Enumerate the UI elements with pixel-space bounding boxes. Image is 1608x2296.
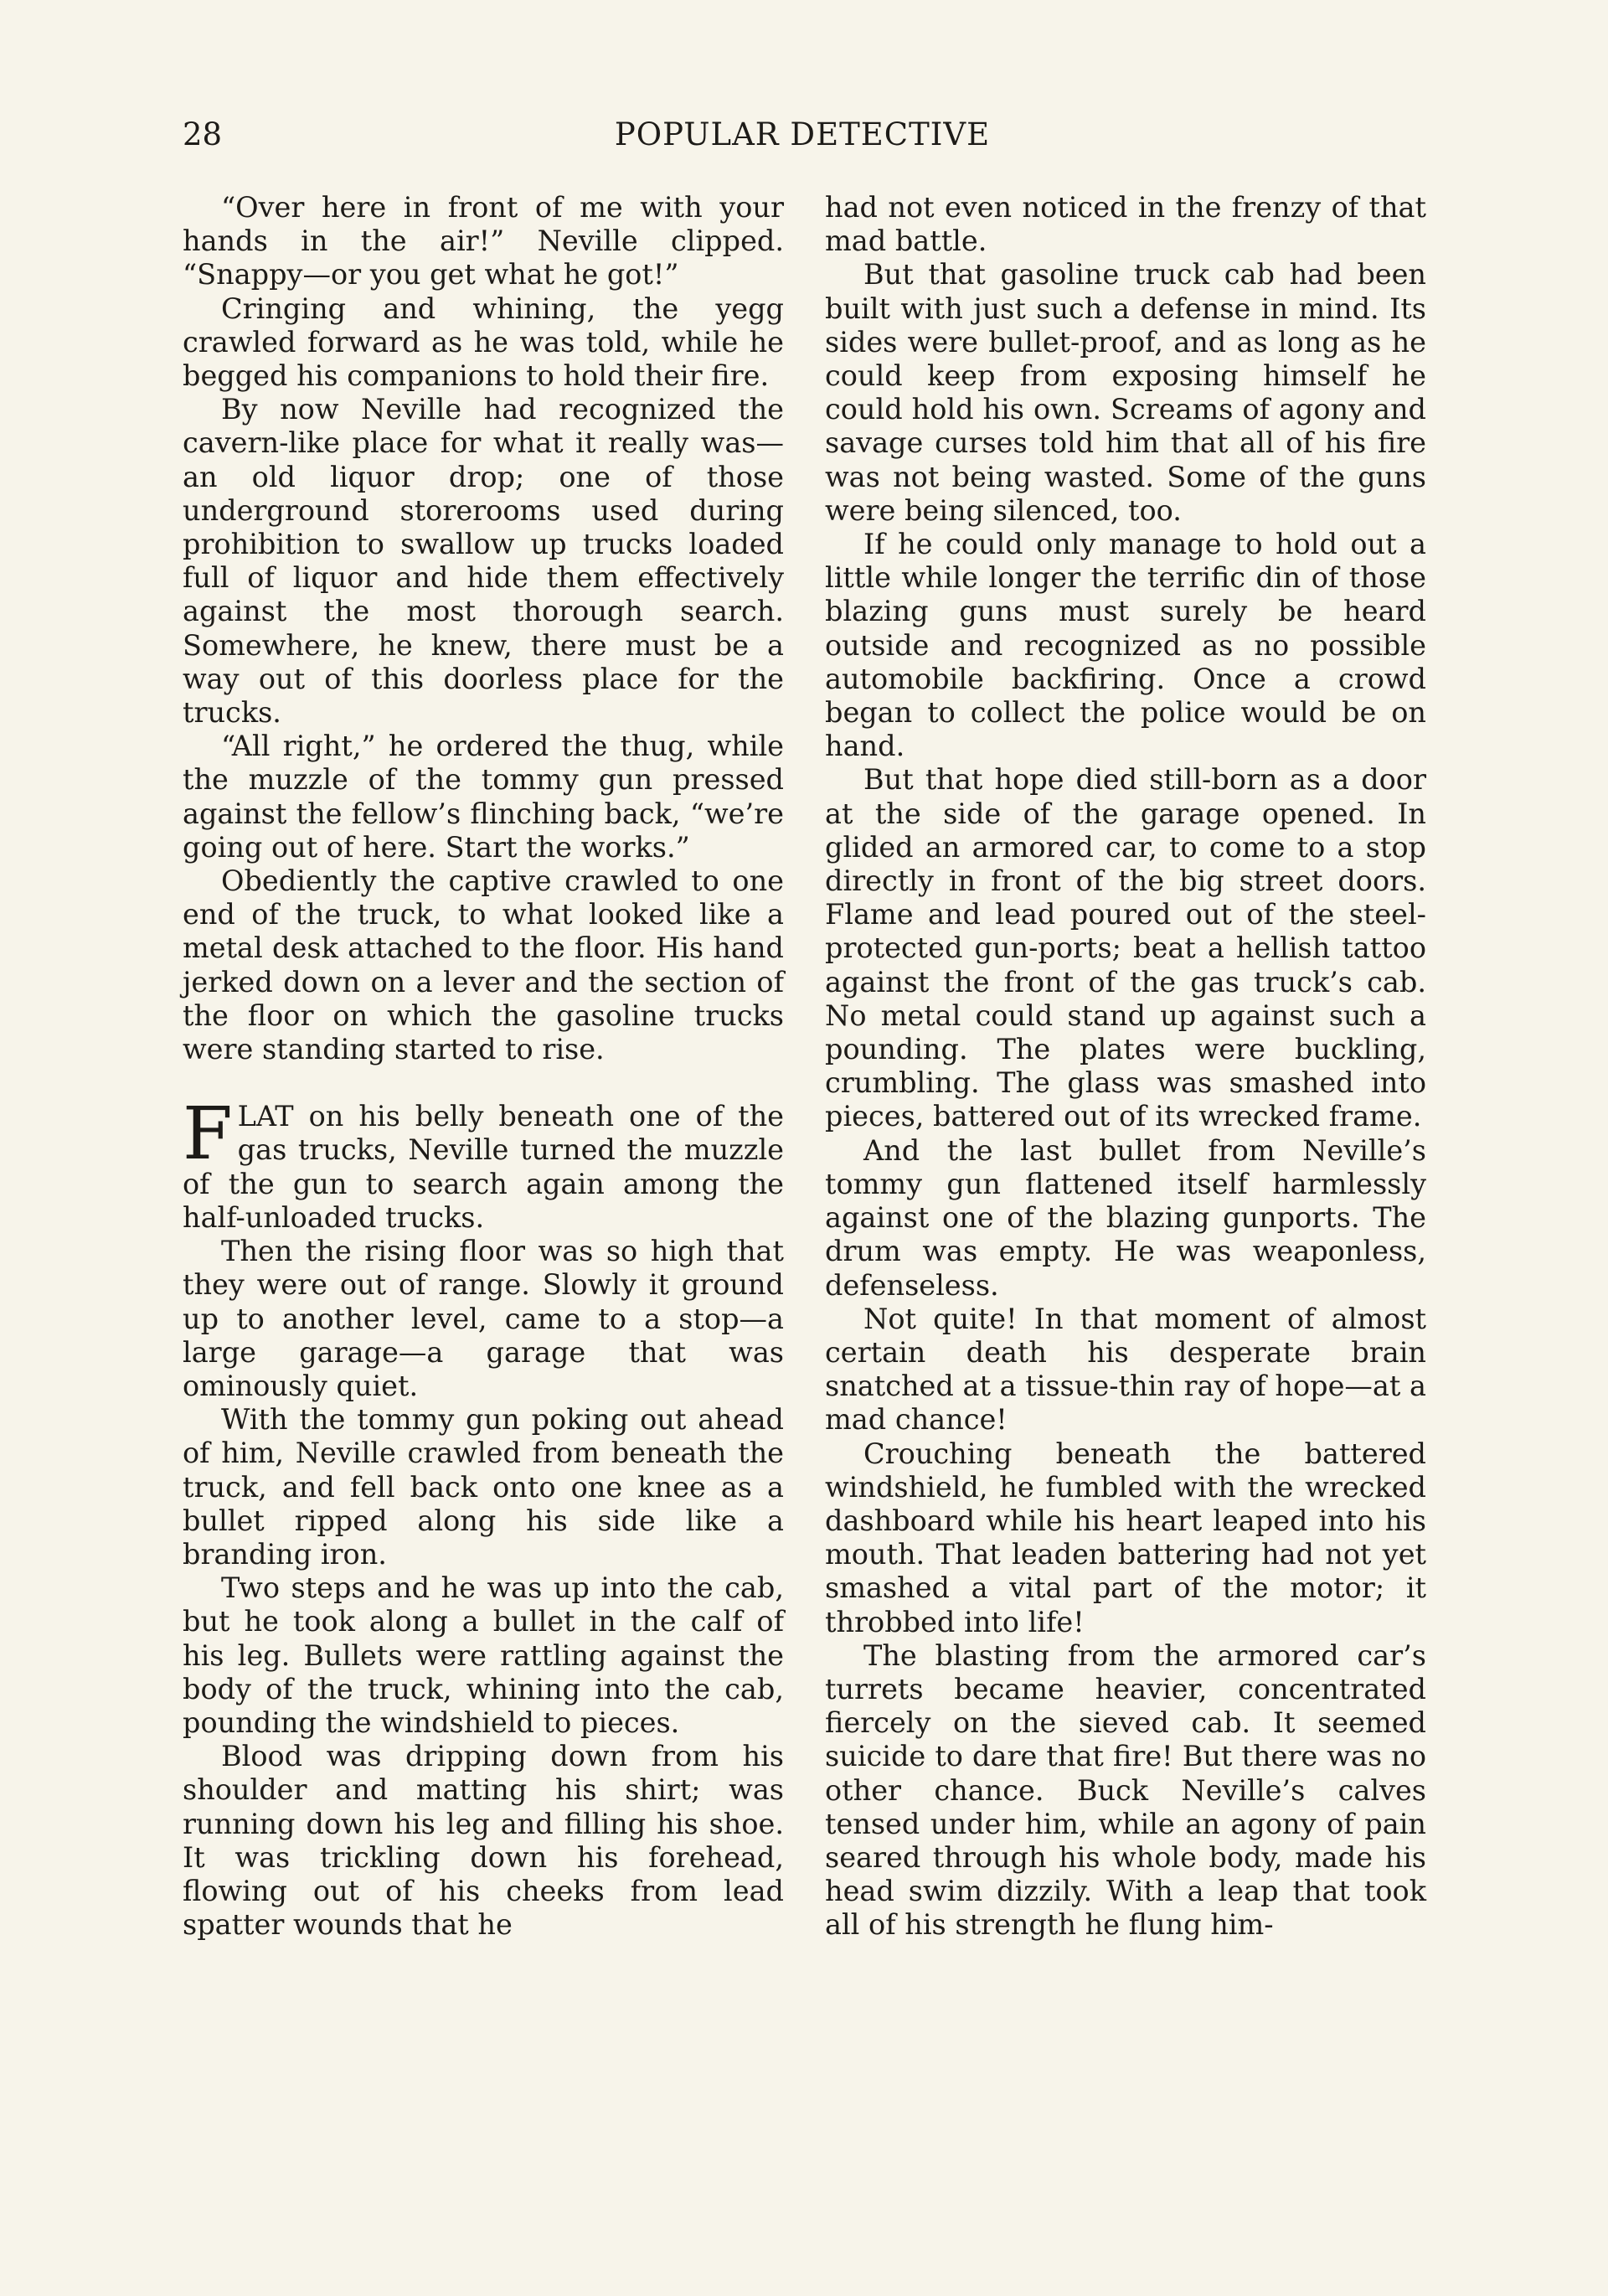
paragraph: Crouching beneath the battered windshield, he fumbled with the wrecked dashboard while his heart leaped into his mouth. That leaden battering had not yet smashed a vital part of the motor; it throbbed into life!: [825, 1437, 1426, 1638]
paragraph: The blasting from the armored car’s turrets became heavier, concentrated fiercely on the sieved cab. It seemed suicide to dare that fire! But there was no other chance. Buck Neville’s calves tensed under him, while an agony of pain seared through his whole body, made his head swim dizzily. With a leap that took all of his strength he flung him-: [825, 1638, 1426, 1942]
drop-cap: F: [183, 1092, 233, 1177]
paragraph: But that hope died still-born as a door at the side of the garage opened. In glided an armored car, to come to a stop directly in front of the big street doors. Flame and lead poured out of the steel-protected gun-ports; beat a hellish tattoo against the front of the gas truck’s cab. No metal could stand up against such a pounding. The plates were buckling, crumbling. The glass was smashed into pieces, battered out of its wrecked frame.: [825, 763, 1426, 1133]
paragraph-text: LAT on his belly beneath one of the gas trucks, Neville turned the muzzle of the gun to search again among the half-unloaded trucks.: [183, 1100, 784, 1234]
section-opening-paragraph: [183, 1092, 784, 1235]
page-header: [183, 114, 1422, 164]
right-column: [825, 191, 1426, 1943]
paragraph: And the last bullet from Neville’s tommy gun flattened itself harmlessly against one of the blazing gunports. The drum was empty. He was weaponless, defenseless.: [825, 1133, 1426, 1302]
running-title: POPULAR DETECTIVE: [614, 116, 991, 152]
paragraph: If he could only manage to hold out a little while longer the terrific din of those blazing guns must surely be heard outside and recognized as no possible automobile backfiring. Once a crowd began to collect the police would be on hand.: [825, 528, 1426, 763]
paragraph: Blood was dripping down from his shoulder and matting his shirt; was running down his leg and filling his shoe. It was trickling down his forehead, flowing out of his cheeks from lead spatter wounds that he: [183, 1740, 784, 1942]
paragraph: Then the rising floor was so high that they were out of range. Slowly it ground up to another level, came to a stop—a large garage—a garage that was ominously quiet.: [183, 1235, 784, 1402]
paragraph: With the tommy gun poking out ahead of him, Neville crawled from beneath the truck, and fell back onto one knee as a bullet ripped along his side like a branding iron.: [183, 1403, 784, 1571]
paragraph: Cringing and whining, the yegg crawled forward as he was told, while he begged his companions to hold their fire.: [183, 292, 784, 393]
paragraph: “Over here in front of me with your hands in the air!” Neville clipped. “Snappy—or you get what he got!”: [183, 191, 784, 292]
paragraph: Two steps and he was up into the cab, but he took along a bullet in the calf of his leg. Bullets were rattling against the body of the truck, whining into the cab, pounding the windshield to pieces.: [183, 1571, 784, 1739]
left-column: [183, 191, 784, 1942]
paragraph: But that gasoline truck cab had been built with just such a defense in mind. Its sides were bullet-proof, and as long as he could keep from exposing himself he could hold his own. Screams of agony and savage curses told him that all of his fire was not being wasted. Some of the guns were being silenced, too.: [825, 258, 1426, 527]
paragraph: had not even noticed in the frenzy of that mad battle.: [825, 191, 1426, 258]
paragraph: Not quite! In that moment of almost certain death his desperate brain snatched at a tissue-thin ray of hope—at a mad chance!: [825, 1302, 1426, 1437]
page-number: 28: [183, 116, 223, 152]
paragraph: “All right,” he ordered the thug, while the muzzle of the tommy gun pressed against the fellow’s flinching back, “we’re going out of here. Start the works.”: [183, 730, 784, 864]
paragraph: By now Neville had recognized the cavern-like place for what it really was—an old liquor drop; one of those underground storerooms used during prohibition to swallow up trucks loaded full of liquor and hide them effectively against the most thorough search. Somewhere, he knew, there must be a way out of this doorless place for the trucks.: [183, 393, 784, 730]
paragraph: Obediently the captive crawled to one end of the truck, to what looked like a metal desk attached to the floor. His hand jerked down on a lever and the section of the floor on which the gasoline trucks were standing started to rise.: [183, 864, 784, 1066]
